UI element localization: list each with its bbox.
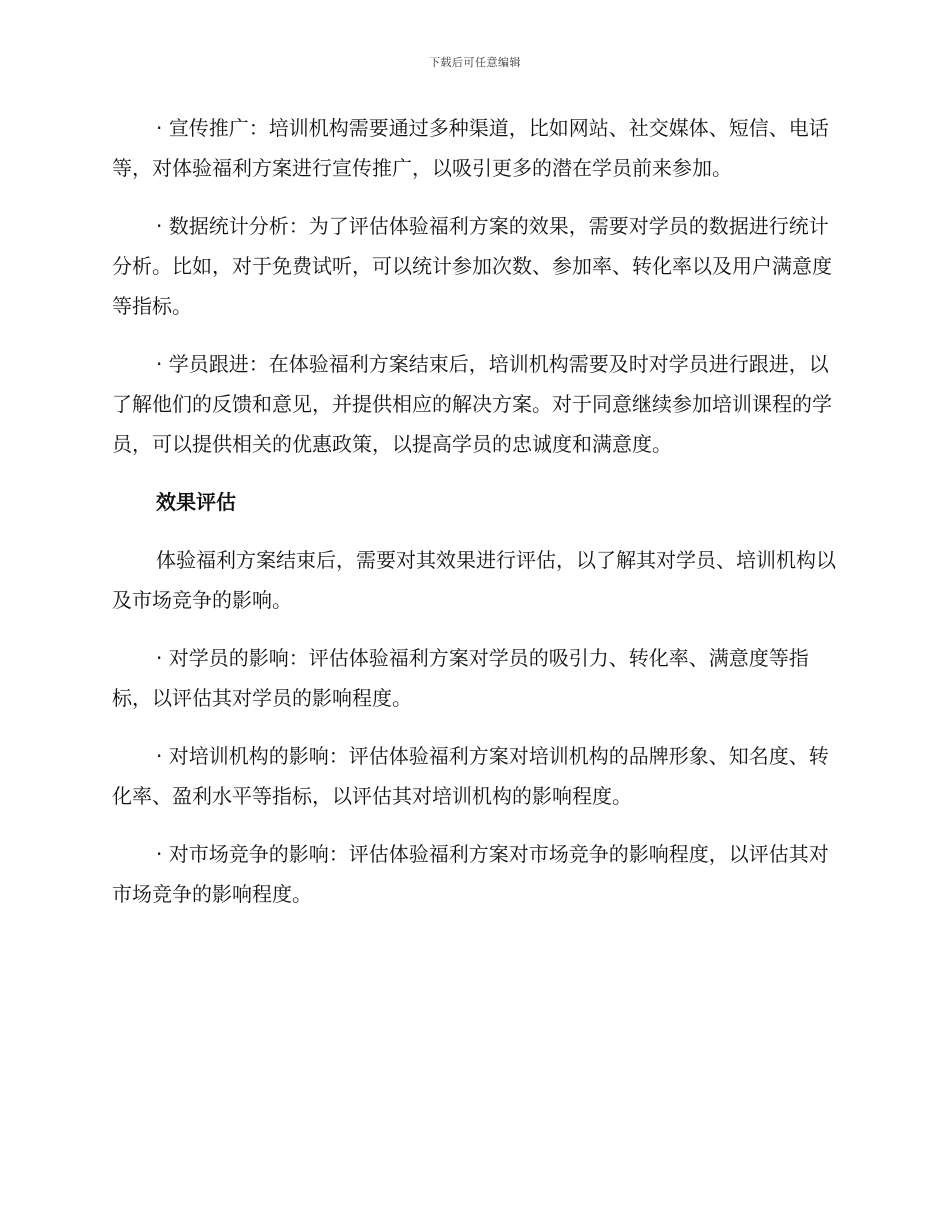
document-body <box>112 108 838 932</box>
section-heading: 效果评估 <box>156 490 236 514</box>
page-header: 下载后可任意编辑 <box>429 56 521 69</box>
paragraph-promotion: · 宣传推广：培训机构需要通过多种渠道，比如网站、社交媒体、短信、电话等，对体验福利方案进行宣传推广，以吸引更多的潜在学员前来参加。 <box>112 116 829 180</box>
paragraph-data-analysis: · 数据统计分析：为了评估体验福利方案的效果，需要对学员的数据进行统计分析。比如，对于免费试听，可以统计参加次数、参加率、转化率以及用户满意度等指标。 <box>112 214 832 318</box>
section-intro: 体验福利方案结束后，需要对其效果进行评估，以了解其对学员、培训机构以及市场竞争的影响。 <box>112 548 836 612</box>
paragraph-student-followup: · 学员跟进：在体验福利方案结束后，培训机构需要及时对学员进行跟进，以了解他们的反馈和意见，并提供相应的解决方案。对于同意继续参加培训课程的学员，可以提供相关的优惠政策，以提高学员的忠诚度和满意度。 <box>112 352 832 456</box>
impact-on-students: · 对学员的影响：评估体验福利方案对学员的吸引力、转化率、满意度等指标，以评估其对学员的影响程度。 <box>112 646 809 710</box>
impact-on-institution: · 对培训机构的影响：评估体验福利方案对培训机构的品牌形象、知名度、转化率、盈利水平等指标，以评估其对培训机构的影响程度。 <box>112 744 829 808</box>
impact-on-market: · 对市场竞争的影响：评估体验福利方案对市场竞争的影响程度，以评估其对市场竞争的影响程度。 <box>112 842 829 906</box>
